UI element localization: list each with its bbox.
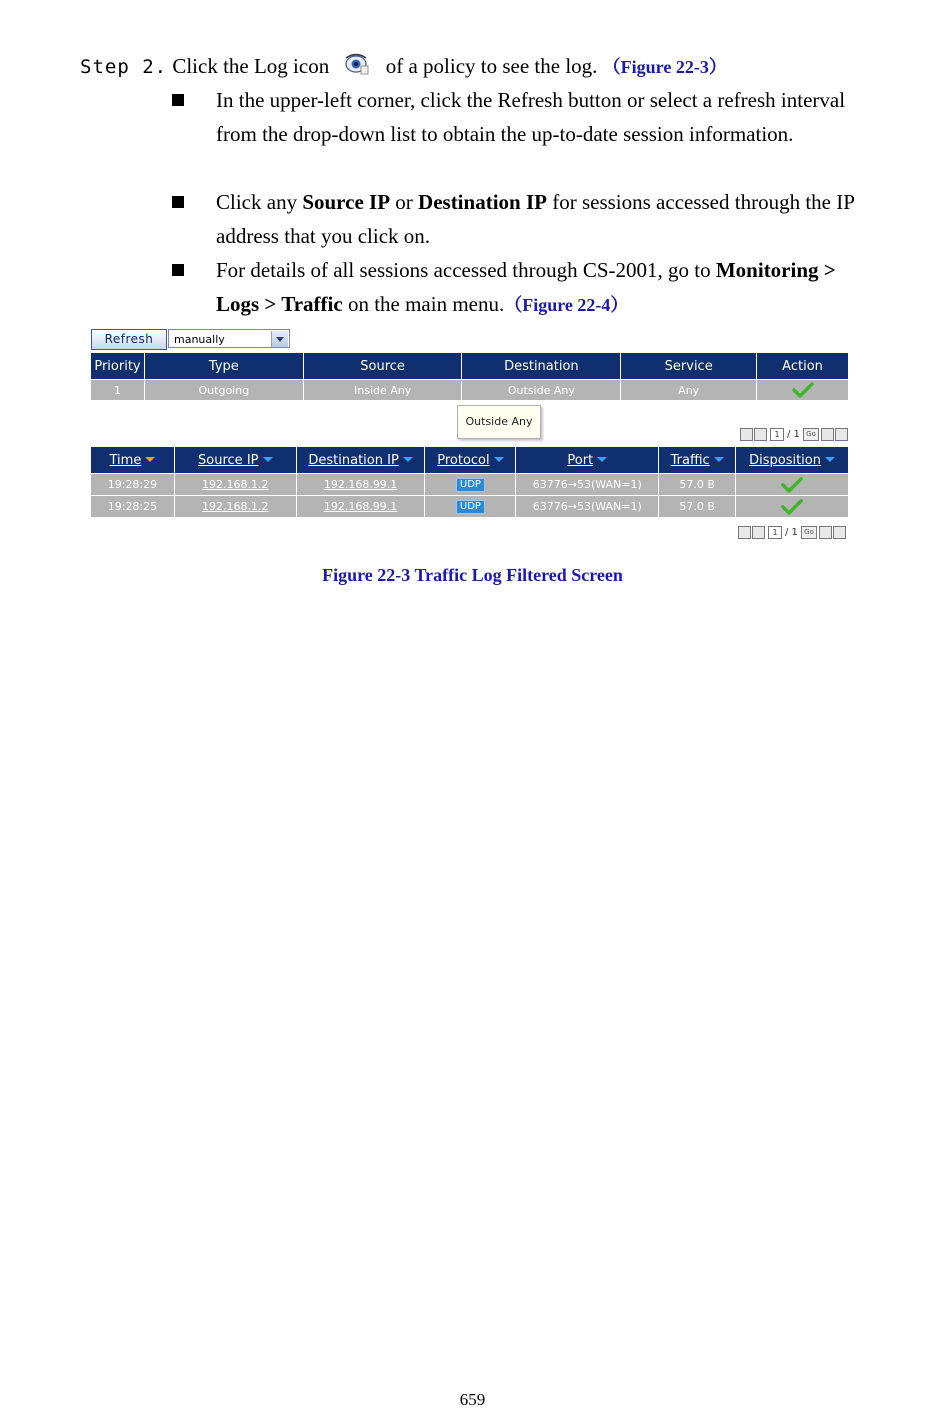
bullet-text-refresh: In the upper-left corner, click the Refresh button or select a refresh interval from the drop-down list to obtain the up-to-date session information. [216,88,846,146]
bullet-text-ip [216,185,866,253]
next-page-icon[interactable] [821,428,834,441]
header-label: Port [567,452,594,468]
sort-header-time[interactable] [91,447,175,474]
bullet-text: for sessions accessed through the IP address that you click on. [216,190,855,248]
page-total: / 1 [785,526,798,538]
chevron-down-icon[interactable] [271,331,288,347]
cell-destination: Outside Any [462,380,621,401]
source-ip-link[interactable]: 192.168.1.2 [202,500,269,513]
protocol-badge: UDP [456,500,485,514]
cell-time: 19:28:25 [91,496,175,518]
bullet-text-monitoring [216,253,866,322]
table-row [91,496,849,518]
last-page-icon[interactable] [833,526,846,539]
cell-destination-ip [296,474,425,496]
prev-page-icon[interactable] [752,526,765,539]
sort-arrow-icon [403,457,413,462]
bullet-text: For details of all sessions accessed through CS-2001, go to [216,258,716,282]
policy-header-row [91,353,849,380]
header-label: Source IP [198,452,259,468]
go-button[interactable]: Go [801,526,817,539]
cell-source-ip [174,496,296,518]
destination-ip-link[interactable]: 192.168.99.1 [323,478,398,491]
cell-service: Any [621,380,757,401]
step-text-after: of a policy to see the log. [385,54,598,78]
cell-destination-ip [296,496,425,518]
header-label: Protocol [437,452,490,468]
sort-arrow-icon [145,457,155,462]
refresh-interval-select[interactable] [168,329,290,348]
cell-traffic: 57.0 B [659,474,736,496]
sort-header-traffic[interactable] [659,447,736,474]
first-page-icon[interactable] [738,526,751,539]
header-label: Time [109,452,142,468]
sort-arrow-icon [494,457,504,462]
bold-term: Source IP [302,190,391,214]
sort-arrow-icon [597,457,607,462]
col-header-service: Service [621,353,757,380]
cell-disposition [736,474,849,496]
check-icon [781,477,803,493]
cell-type: Outgoing [144,380,303,401]
sort-arrow-icon [825,457,835,462]
check-icon [781,499,803,515]
sort-header-port[interactable] [516,447,659,474]
sort-header-protocol[interactable] [425,447,516,474]
table-row [91,474,849,496]
page-input[interactable]: 1 [770,428,784,441]
bullet-text: on the main menu. [342,292,505,316]
cell-protocol [425,474,516,496]
figure-caption: Figure 22-3 Traffic Log Filtered Screen [322,565,623,585]
header-label: Traffic [670,452,710,468]
bold-term: Destination IP [418,190,547,214]
sort-arrow-icon [714,457,724,462]
step-instruction [80,52,727,79]
traffic-header-row [91,447,849,474]
figure-reference[interactable]: （Figure 22-3） [602,57,727,77]
sort-header-source-ip[interactable] [174,447,296,474]
menu-path: Monitoring > Logs > Traffic [216,258,836,316]
sort-header-destination-ip[interactable] [296,447,425,474]
tooltip: Outside Any [457,405,541,439]
bullet-text: or [390,190,419,214]
last-page-icon[interactable] [835,428,848,441]
page-number: 659 [459,1390,486,1409]
page-total: / 1 [787,428,800,440]
traffic-log-table [90,446,849,518]
protocol-badge: UDP [456,478,485,492]
pagination-top [740,427,849,441]
first-page-icon[interactable] [740,428,753,441]
bullet-square [172,196,184,208]
col-header-action: Action [757,353,849,380]
next-page-icon[interactable] [819,526,832,539]
cell-source-ip [174,474,296,496]
bullet-square [172,94,184,106]
table-row [91,380,849,401]
log-eye-icon [344,52,370,76]
col-header-type: Type [144,353,303,380]
bullet-square [172,264,184,276]
col-header-priority: Priority [91,353,145,380]
refresh-button[interactable]: Refresh [91,329,167,350]
cell-port: 63776→53(WAN=1) [516,496,659,518]
header-label: Disposition [749,452,821,468]
check-icon [792,382,814,398]
cell-port: 63776→53(WAN=1) [516,474,659,496]
refresh-interval-value: manually [174,333,225,346]
header-label: Destination IP [308,452,399,468]
destination-ip-link[interactable]: 192.168.99.1 [323,500,398,513]
figure-reference[interactable]: （Figure 22-4） [504,295,629,315]
col-header-source: Source [303,353,462,380]
step-label: Step 2. [80,56,168,78]
go-button[interactable]: Go [803,428,819,441]
col-header-destination: Destination [462,353,621,380]
sort-header-disposition[interactable] [736,447,849,474]
policy-table [90,352,849,401]
sort-arrow-icon [263,457,273,462]
cell-protocol [425,496,516,518]
pagination-bottom [738,525,847,539]
cell-time: 19:28:29 [91,474,175,496]
prev-page-icon[interactable] [754,428,767,441]
step-text-before: Click the Log icon [172,54,330,78]
cell-disposition [736,496,849,518]
bullet-text: Click any [216,190,303,214]
source-ip-link[interactable]: 192.168.1.2 [202,478,269,491]
cell-action [757,380,849,401]
cell-traffic: 57.0 B [659,496,736,518]
page-input[interactable]: 1 [768,526,782,539]
cell-source: Inside Any [303,380,462,401]
cell-priority: 1 [91,380,145,401]
